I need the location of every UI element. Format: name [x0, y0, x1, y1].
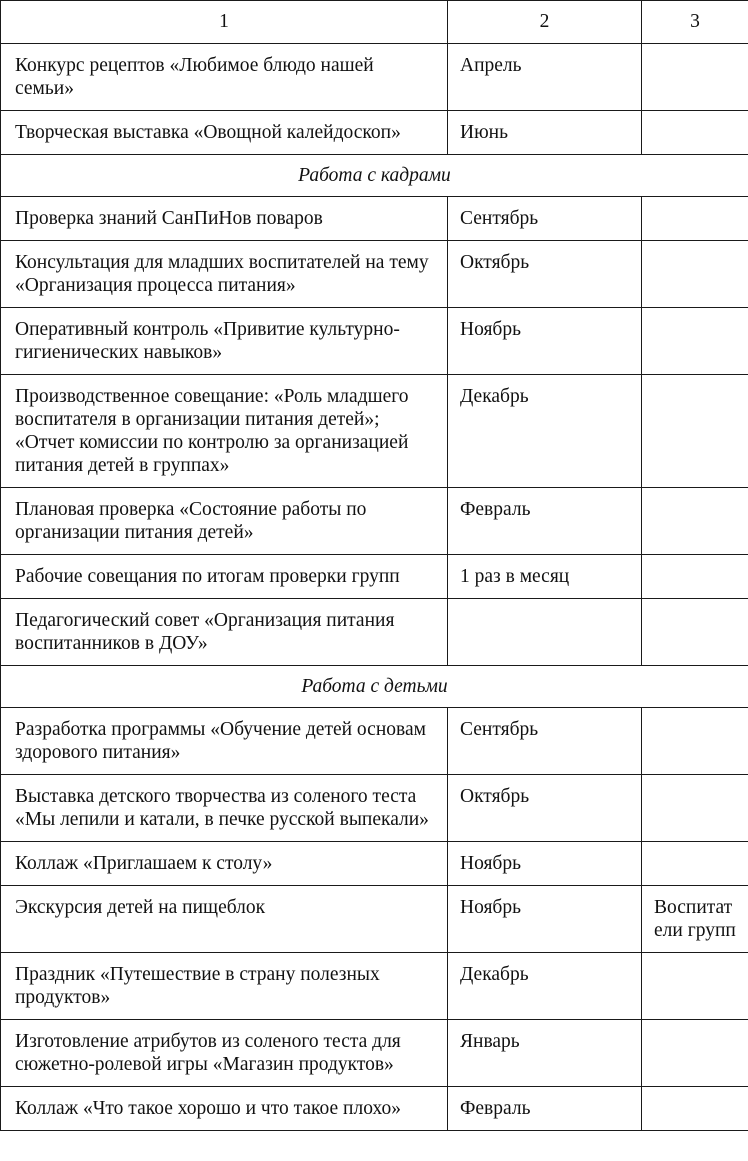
date-cell: Октябрь: [448, 775, 642, 842]
table-row: [1, 708, 748, 775]
table-row: [1, 44, 748, 111]
event-cell: Конкурс рецептов «Любимое блюдо нашей семьи»: [1, 44, 448, 111]
date-cell: Декабрь: [448, 375, 642, 488]
responsible-cell: [642, 197, 748, 241]
table-row: [1, 197, 748, 241]
event-cell: Производственное совещание: «Роль младшего воспитателя в организации питания детей»; «Отчет комиссии по контролю за организацией питания детей в группах»: [1, 375, 448, 488]
responsible-cell: [642, 1020, 748, 1087]
event-cell: Рабочие совещания по итогам проверки групп: [1, 555, 448, 599]
table-row: [1, 308, 748, 375]
responsible-cell: [642, 308, 748, 375]
date-cell: Сентябрь: [448, 708, 642, 775]
table-row: [1, 775, 748, 842]
date-cell: Ноябрь: [448, 842, 642, 886]
date-cell: Октябрь: [448, 241, 642, 308]
date-cell: Сентябрь: [448, 197, 642, 241]
event-cell: Плановая проверка «Состояние работы по организации питания детей»: [1, 488, 448, 555]
table-row: [1, 241, 748, 308]
date-cell: Февраль: [448, 1087, 642, 1131]
responsible-cell: [642, 111, 748, 155]
date-cell: Декабрь: [448, 953, 642, 1020]
event-cell: Выставка детского творчества из соленого теста «Мы лепили и катали, в печке русской выпекали»: [1, 775, 448, 842]
event-cell: Изготовление атрибутов из соленого теста для сюжетно-ролевой игры «Магазин продуктов»: [1, 1020, 448, 1087]
responsible-cell: [642, 953, 748, 1020]
section-title: Работа с кадрами: [1, 155, 748, 197]
table-row: [1, 599, 748, 666]
date-cell: 1 раз в месяц: [448, 555, 642, 599]
event-cell: Творческая выставка «Овощной калейдоскоп»: [1, 111, 448, 155]
date-cell: Ноябрь: [448, 308, 642, 375]
event-cell: Педагогический совет «Организация питания воспитанников в ДОУ»: [1, 599, 448, 666]
responsible-cell: [642, 241, 748, 308]
responsible-cell: [642, 488, 748, 555]
event-cell: Праздник «Путешествие в страну полезных продуктов»: [1, 953, 448, 1020]
table-row: [1, 555, 748, 599]
table-row: [1, 375, 748, 488]
date-cell: [448, 599, 642, 666]
responsible-cell: [642, 555, 748, 599]
table-row: [1, 488, 748, 555]
responsible-cell: [642, 375, 748, 488]
header-col-1: 1: [1, 1, 448, 44]
responsible-cell: Воспитатели групп: [642, 886, 748, 953]
event-cell: Консультация для младших воспитателей на тему «Организация процесса питания»: [1, 241, 448, 308]
event-cell: Разработка программы «Обучение детей основам здорового питания»: [1, 708, 448, 775]
section-row: [1, 666, 748, 708]
header-col-2: 2: [448, 1, 642, 44]
table-row: [1, 953, 748, 1020]
responsible-cell: [642, 599, 748, 666]
section-title: Работа с детьми: [1, 666, 748, 708]
responsible-cell: [642, 708, 748, 775]
header-row: [1, 1, 748, 44]
date-cell: Январь: [448, 1020, 642, 1087]
event-cell: Коллаж «Приглашаем к столу»: [1, 842, 448, 886]
responsible-cell: [642, 775, 748, 842]
date-cell: Ноябрь: [448, 886, 642, 953]
event-cell: Экскурсия детей на пищеблок: [1, 886, 448, 953]
table-row: [1, 111, 748, 155]
section-row: [1, 155, 748, 197]
responsible-cell: [642, 44, 748, 111]
table-row: [1, 1087, 748, 1131]
event-cell: Проверка знаний СанПиНов поваров: [1, 197, 448, 241]
date-cell: Февраль: [448, 488, 642, 555]
header-col-3: 3: [642, 1, 748, 44]
table-row: [1, 886, 748, 953]
date-cell: Апрель: [448, 44, 642, 111]
responsible-cell: [642, 1087, 748, 1131]
responsible-cell: [642, 842, 748, 886]
event-cell: Коллаж «Что такое хорошо и что такое плохо»: [1, 1087, 448, 1131]
date-cell: Июнь: [448, 111, 642, 155]
table-row: [1, 842, 748, 886]
event-cell: Оперативный контроль «Привитие культурно-гигиенических навыков»: [1, 308, 448, 375]
table-row: [1, 1020, 748, 1087]
